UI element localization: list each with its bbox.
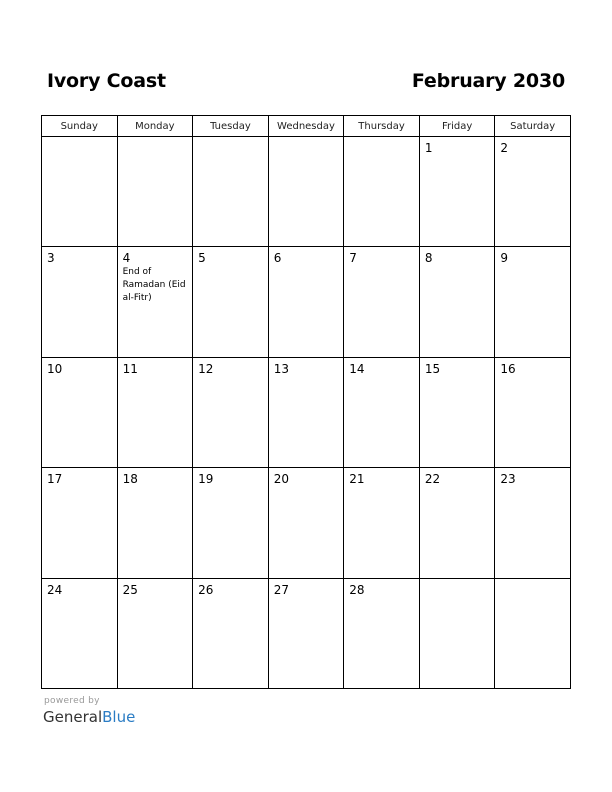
powered-by-label: powered by bbox=[44, 696, 100, 706]
day-number: 2 bbox=[500, 141, 509, 155]
day-cell bbox=[117, 137, 193, 247]
day-number: 14 bbox=[349, 361, 365, 376]
day-cell bbox=[268, 468, 344, 578]
day-cell bbox=[193, 137, 269, 247]
day-number: 20 bbox=[273, 472, 289, 487]
week-row-3 bbox=[42, 357, 571, 467]
day-number: 28 bbox=[349, 582, 365, 597]
day-number: 9 bbox=[500, 251, 509, 266]
day-number: 25 bbox=[122, 582, 138, 597]
day-number: 18 bbox=[122, 472, 138, 487]
day-cell bbox=[419, 137, 495, 247]
day-number: 16 bbox=[500, 361, 516, 376]
day-number: 21 bbox=[349, 472, 365, 487]
weekday-header-row bbox=[42, 116, 571, 137]
day-number: 3 bbox=[47, 251, 55, 266]
brand-general-text: General bbox=[43, 708, 103, 726]
day-cell bbox=[268, 137, 344, 247]
weekday-tuesday: Tuesday bbox=[193, 116, 269, 137]
weekday-wednesday: Wednesday bbox=[268, 116, 344, 137]
day-number: 5 bbox=[198, 251, 206, 266]
weekday-sunday: Sunday bbox=[42, 116, 118, 137]
weekday-thursday: Thursday bbox=[344, 116, 420, 137]
day-number: 8 bbox=[424, 251, 433, 266]
day-cell bbox=[42, 468, 118, 578]
day-cell bbox=[495, 357, 571, 467]
day-number: 24 bbox=[47, 582, 63, 597]
week-row-1 bbox=[42, 137, 571, 247]
weekday-monday: Monday bbox=[117, 116, 193, 137]
day-number: 26 bbox=[198, 582, 214, 597]
day-cell bbox=[268, 247, 344, 357]
day-number: 4 bbox=[122, 251, 131, 266]
day-cell bbox=[193, 578, 269, 688]
day-cell bbox=[193, 357, 269, 467]
day-number: 11 bbox=[122, 361, 138, 376]
country-title: Ivory Coast bbox=[47, 70, 166, 92]
day-cell bbox=[495, 468, 571, 578]
day-number: 6 bbox=[273, 251, 282, 266]
day-number: 23 bbox=[500, 472, 516, 487]
day-cell bbox=[419, 357, 495, 467]
day-cell bbox=[42, 247, 118, 357]
holiday-label: End of Ramadan (Eid al-Fitr) bbox=[122, 267, 186, 304]
weekday-saturday: Saturday bbox=[495, 116, 571, 137]
day-cell bbox=[42, 578, 118, 688]
week-row-4 bbox=[42, 468, 571, 578]
day-cell bbox=[117, 468, 193, 578]
day-cell bbox=[344, 468, 420, 578]
day-cell bbox=[42, 357, 118, 467]
week-row-2 bbox=[42, 247, 571, 357]
day-cell bbox=[495, 137, 571, 247]
day-number: 15 bbox=[424, 361, 441, 376]
day-cell bbox=[419, 578, 495, 688]
day-cell bbox=[344, 137, 420, 247]
day-cell bbox=[42, 137, 118, 247]
day-cell bbox=[344, 578, 420, 688]
day-number: 19 bbox=[198, 472, 214, 487]
day-cell bbox=[117, 357, 193, 467]
week-row-5 bbox=[42, 578, 571, 688]
day-number: 10 bbox=[47, 361, 63, 376]
month-year-title: February 2030 bbox=[411, 70, 565, 92]
day-number: 1 bbox=[424, 141, 433, 155]
day-number: 17 bbox=[47, 472, 63, 487]
day-number: 13 bbox=[273, 361, 289, 376]
day-number: 27 bbox=[273, 582, 289, 597]
day-number: 22 bbox=[424, 472, 441, 487]
day-cell bbox=[193, 247, 269, 357]
day-cell bbox=[193, 468, 269, 578]
day-cell bbox=[495, 247, 571, 357]
generalblue-logo[interactable] bbox=[43, 708, 135, 726]
weekday-friday: Friday bbox=[419, 116, 495, 137]
day-cell bbox=[419, 468, 495, 578]
day-number: 7 bbox=[349, 251, 357, 266]
day-cell bbox=[117, 578, 193, 688]
day-cell bbox=[268, 578, 344, 688]
day-cell bbox=[344, 357, 420, 467]
day-cell bbox=[268, 357, 344, 467]
day-cell bbox=[495, 578, 571, 688]
day-cell bbox=[117, 247, 193, 357]
brand-blue-text: Blue bbox=[102, 708, 136, 726]
day-cell bbox=[344, 247, 420, 357]
calendar-grid bbox=[41, 115, 571, 689]
day-cell bbox=[419, 247, 495, 357]
day-number: 12 bbox=[198, 361, 214, 376]
